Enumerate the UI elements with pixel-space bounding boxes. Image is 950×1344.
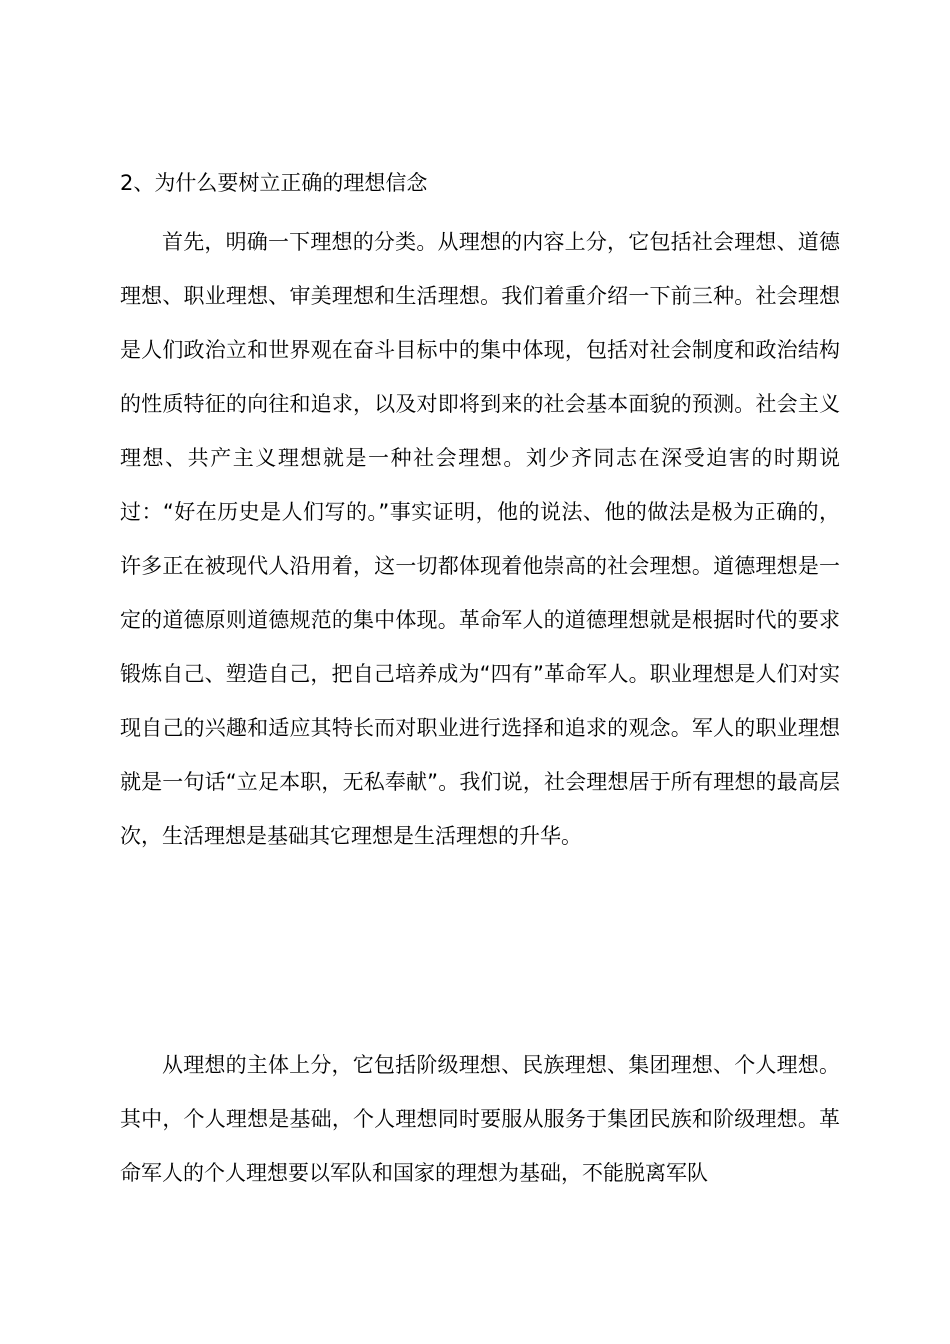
section-heading: 2、为什么要树立正确的理想信念 (120, 171, 428, 195)
paragraph-1: 首先，明确一下理想的分类。从理想的内容上分，它包括社会理想、道德理想、职业理想、审美理想和生活理想。我们着重介绍一下前三种。社会理想是人们政治立和世界观在奋斗目标中的集中体现，包括对社会制度和政治结构的性质特征的向往和追求，以及对即将到来的社会基本面貌的预测。社会主义理想、共产主义理想就是一种社会理想。刘少齐同志在深受迫害的时期说过：“好在历史是人们写的。”事实证明，他的说法、他的做法是极为正确的，许多正在被现代人沿用着，这一切都体现着他崇高的社会理想。道德理想是一定的道德原则道德规范的集中体现。革命军人的道德理想就是根据时代的要求锻炼自己、塑造自己，把自己培养成为“四有”革命军人。职业理想是人们对实现自己的兴趣和适应其特长而对职业进行选择和追求的观念。军人的职业理想就是一句话“立足本职，无私奉献”。我们说，社会理想居于所有理想的最高层次，生活理想是基础其它理想是生活理想的升华。 (120, 230, 840, 848)
paragraph-2: 从理想的主体上分，它包括阶级理想、民族理想、集团理想、个人理想。其中，个人理想是基础，个人理想同时要服从服务于集团民族和阶级理想。革命军人的个人理想要以军队和国家的理想为基础，不能脱离军队 (120, 1053, 840, 1185)
